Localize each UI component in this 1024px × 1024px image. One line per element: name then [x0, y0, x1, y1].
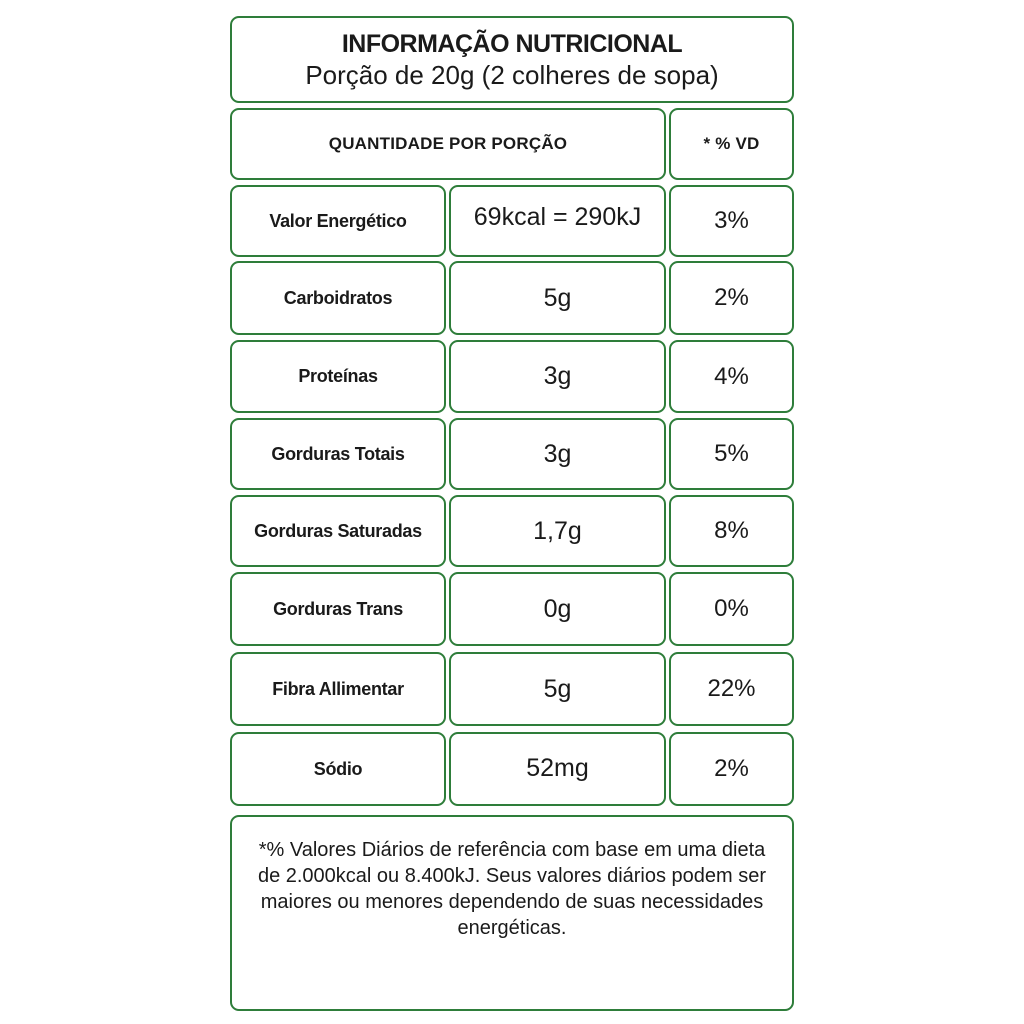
nutrient-vd-cell	[669, 495, 794, 567]
nutrient-name-cell	[230, 418, 446, 490]
nutrient-name-cell	[230, 652, 446, 726]
nutrient-amount-cell	[449, 652, 666, 726]
nutrient-name-cell	[230, 572, 446, 646]
nutrient-amount: 3g	[543, 439, 572, 468]
nutrient-vd-cell	[669, 652, 794, 726]
nutrient-amount-cell	[449, 261, 666, 335]
nutrient-vd: 8%	[714, 517, 749, 544]
nutrient-name: Proteínas	[298, 366, 378, 386]
nutrient-vd-cell	[669, 340, 794, 413]
nutrient-amount-cell	[449, 418, 666, 490]
nutrient-amount-cell	[449, 340, 666, 413]
nutrient-name-cell	[230, 495, 446, 567]
nutrient-name: Sódio	[313, 758, 363, 779]
nutrient-vd-cell	[669, 418, 794, 490]
nutrient-amount-cell	[449, 572, 666, 646]
nutrient-amount-cell	[449, 732, 666, 806]
nutrient-amount: 5g	[543, 283, 572, 312]
footnote-box	[230, 815, 794, 1011]
nutrient-vd: 4%	[714, 362, 749, 390]
nutrient-vd-cell	[669, 261, 794, 335]
nutrient-name: Fibra Allimentar	[272, 678, 404, 699]
serving-size: Porção de 20g (2 colheres de sopa)	[305, 59, 719, 90]
nutrient-name: Gorduras Saturadas	[254, 520, 422, 541]
nutrient-amount-cell	[449, 495, 666, 567]
nutrient-vd: 2%	[714, 284, 749, 311]
nutrient-vd-cell	[669, 572, 794, 646]
nutrient-name: Valor Energético	[269, 210, 407, 231]
nutrient-vd: 3%	[714, 207, 749, 234]
nutrient-vd: 2%	[714, 755, 749, 782]
column-header-vd	[669, 108, 794, 180]
nutrient-amount: 52mg	[526, 754, 589, 782]
nutrient-name-cell	[230, 185, 446, 257]
footnote-text: *% Valores Diários de referência com base em uma dieta de 2.000kcal ou 8.400kJ. Seus valores diários podem ser maiores ou menores dependendo de suas necessidades energéticas.	[257, 839, 767, 939]
nutrient-amount: 69kcal = 290kJ	[473, 203, 642, 231]
nutrient-amount-cell	[449, 185, 666, 257]
nutrient-name-cell	[230, 261, 446, 335]
title-box	[230, 16, 794, 103]
nutrient-amount: 5g	[543, 674, 572, 703]
nutrient-name: Gorduras Trans	[273, 598, 403, 619]
nutrient-vd-cell	[669, 185, 794, 257]
nutrient-amount: 0g	[543, 594, 572, 623]
nutrient-amount: 1,7g	[533, 516, 582, 545]
nutrient-name: Gorduras Totais	[271, 443, 405, 464]
quantity-header-label: QUANTIDADE POR PORÇÃO	[328, 134, 568, 153]
nutrient-vd: 22%	[707, 675, 756, 702]
nutrient-name: Carboidratos	[283, 287, 393, 308]
column-header-quantity	[230, 108, 666, 180]
nutrient-name-cell	[230, 732, 446, 806]
nutrient-amount: 3g	[543, 362, 572, 390]
nutrient-name-cell	[230, 340, 446, 413]
vd-header-label: * % VD	[703, 134, 760, 153]
label-title: INFORMAÇÃO NUTRICIONAL	[341, 29, 683, 58]
nutrient-vd: 0%	[714, 595, 749, 622]
nutrient-vd: 5%	[714, 440, 749, 467]
nutrient-vd-cell	[669, 732, 794, 806]
